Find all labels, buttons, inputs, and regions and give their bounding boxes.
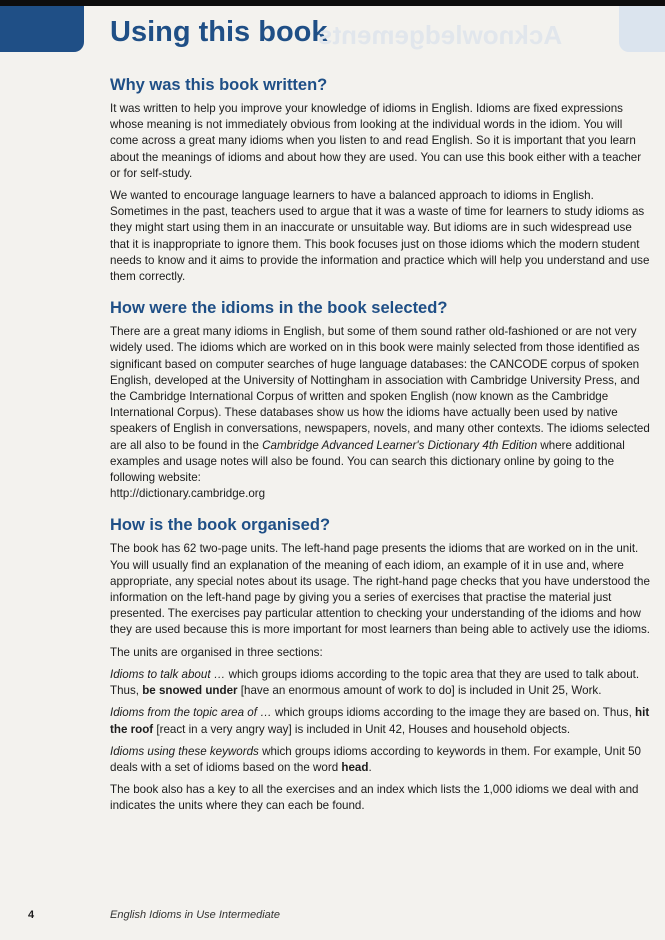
text-run: which groups idioms according to the topic area that they are used to talk about. Thus, [110, 667, 640, 698]
section-description [110, 705, 652, 737]
section-heading-organised: How is the book organised? [110, 516, 331, 535]
section-description [110, 667, 652, 699]
corner-tab-left [0, 6, 84, 52]
text-run: There are a great many idioms in English, but some of them sound rather old-fashioned or are not very widely used. The idioms which are worked on in this book were mainly selected from those identified as significant based on computer searches of huge language databases: the CANCODE corpus of spoken English, developed at the University of Nottingham in association with Cambridge University Press, and the Cambridge International Corpus of written and spoken English (now known as the Cambridge International Corpus). These databases show us how the idioms have actually been used by native speakers of English in conversations, newspapers, novels, and many other contexts. The idioms selected are all also to be found in the [110, 325, 650, 452]
section-heading-selected: How were the idioms in the book selected? [110, 299, 448, 318]
section-organised [110, 516, 652, 814]
section-selected [110, 299, 652, 502]
corner-tab-right [619, 6, 665, 52]
text-run: which groups idioms according to the image they are based on. Thus, [271, 706, 636, 720]
section-heading-why: Why was this book written? [110, 76, 328, 94]
dictionary-title: Cambridge Advanced Learner's Dictionary 4th Edition [262, 438, 538, 452]
text-run: [react in a very angry way] is included in Unit 42, Houses and household objects. [153, 722, 571, 736]
top-edge-strip [0, 0, 665, 6]
section-why [110, 76, 652, 285]
dictionary-url: http://dictionary.cambridge.org [110, 487, 266, 501]
main-content [110, 76, 652, 829]
page-title: Using this book [110, 16, 328, 48]
paragraph: The units are organised in three sections: [110, 645, 323, 659]
idiom-example: hit the roof [110, 706, 650, 736]
section-name: Idioms to talk about … [110, 667, 226, 681]
section-name: Idioms using these keywords [110, 744, 259, 758]
paragraph [110, 324, 652, 502]
text-run: [have an enormous amount of work to do] is included in Unit 25, Work. [237, 684, 602, 698]
paragraph: It was written to help you improve your knowledge of idioms in English. Idioms are fixed expressions whose meaning is not immediately obvious from looking at the individual words in the idiom. You will come across a great many idioms when you listen to and read English. So it is important that you learn about the meanings of idioms and about how they are used. You can use this book either with a teacher or for self-study. [110, 102, 642, 180]
footer-book-title: English Idioms in Use Intermediate [110, 909, 280, 921]
section-description [110, 744, 652, 776]
paragraph: The book has 62 two-page units. The left-hand page presents the idioms that are worked on in the unit. You will usually find an explanation of the meaning of each idiom, an example of it in use and, where appropriate, any special notes about its usage. The right-hand page checks that you have understood the information on the left-hand page by giving you a series of exercises that practise the material just presented. The exercises pay particular attention to checking your understanding of the idioms and how they are used because this is more important for most learners than being able to actively use the idioms. [110, 542, 651, 637]
page-number: 4 [28, 909, 35, 921]
idiom-example: be snowed under [142, 684, 238, 698]
paragraph: The book also has a key to all the exercises and an index which lists the 1,000 idioms we deal with and indicates the units where they can each be found. [110, 783, 639, 813]
section-name: Idioms from the topic area of … [110, 706, 272, 720]
text-run: which groups idioms according to keywords in them. For example, Unit 50 deals with a set of idioms based on the word [110, 744, 641, 774]
keyword-example: head [341, 760, 369, 774]
text-run: . [368, 760, 372, 774]
show-through-text: Acknowledgements [318, 20, 563, 50]
text-run: where additional examples and usage notes will also be found. You can search this dictionary online by going to the following website: [110, 438, 625, 485]
paragraph: We wanted to encourage language learners to have a balanced approach to idioms in English. Sometimes in the past, teachers used to argue that it was a waste of time for learners to study idioms as they might start using them in an inaccurate or unsuitable way. But idioms are in such widespread use that it is inappropriate to ignore them. This book focuses just on those idioms which the modern student needs to know and it aims to provide the information and practice which will help you understand and use them correctly. [110, 189, 650, 284]
